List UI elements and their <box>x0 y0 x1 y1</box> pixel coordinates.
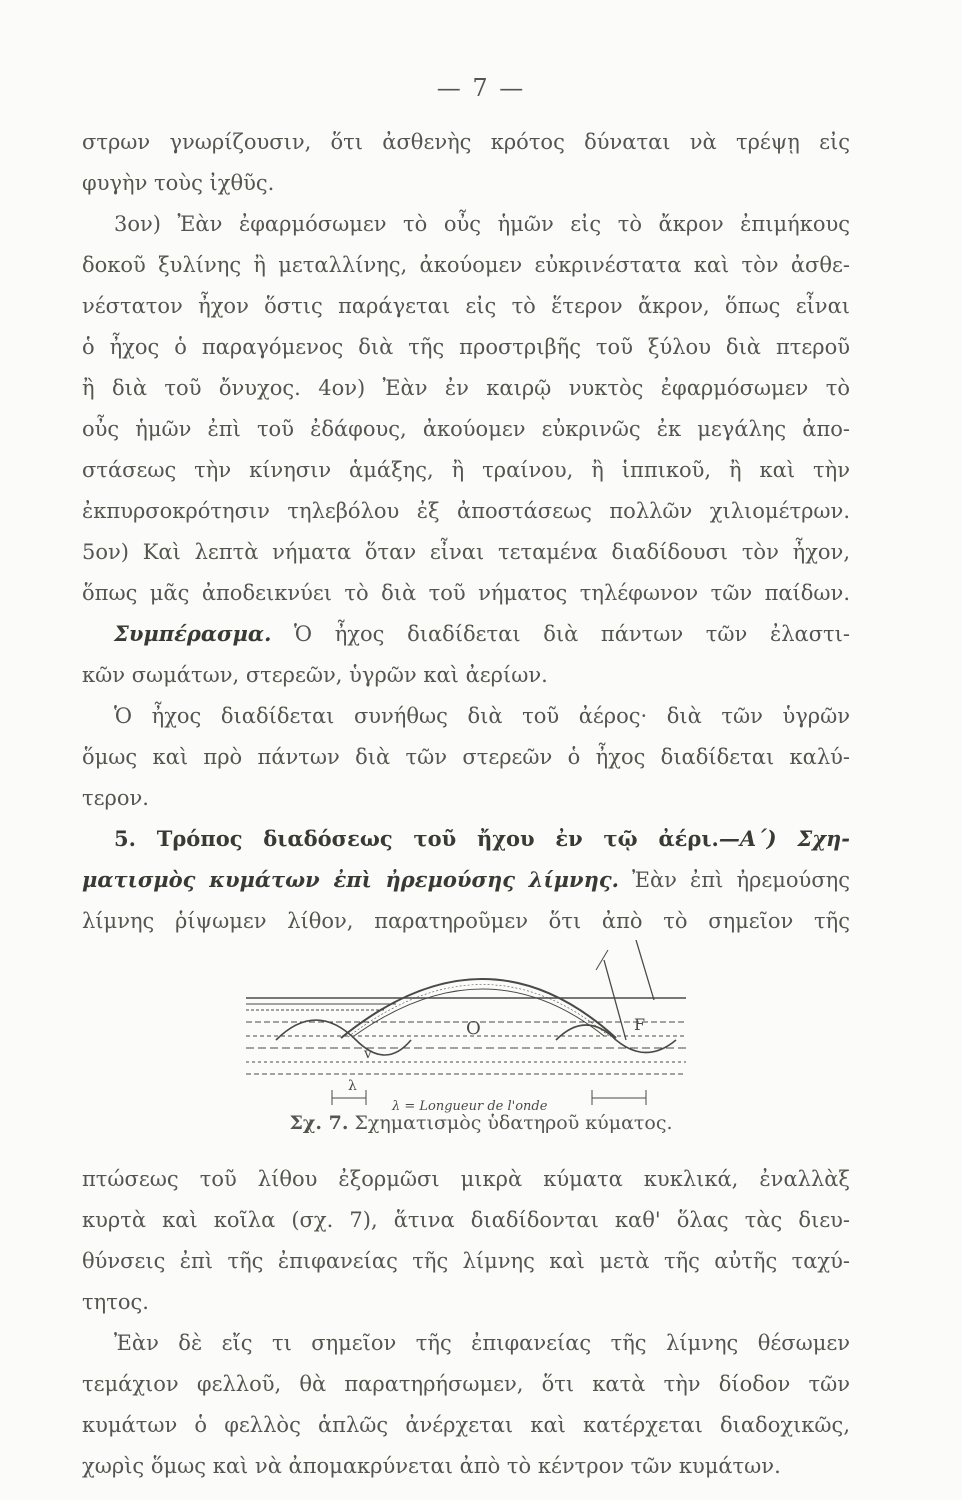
text-line: κυρτὰ καὶ κοῖλα (σχ. 7), ἅτινα διαδίδονται καθ' ὅλας τὰς διευ- <box>82 1208 850 1232</box>
caption-text: Σχηματισμὸς ὑδατηροῦ κύματος. <box>348 1112 673 1134</box>
caption-label: Σχ. 7. <box>289 1112 349 1134</box>
text-line: κυμάτων ὁ φελλὸς ἁπλῶς ἀνέρχεται καὶ κατέρχεται διαδοχικῶς, <box>82 1413 850 1437</box>
text-line: στρων γνωρίζουσιν, ὅτι ἀσθενὴς κρότος δύναται νὰ τρέψῃ εἰς <box>82 130 850 154</box>
text-line: ἐκπυρσοκρότησιν τηλεβόλου ἐξ ἀποστάσεως πολλῶν χιλιομέτρων. <box>82 499 850 523</box>
conclusion-label: Συμπέρασμα. <box>114 621 272 646</box>
text-line: οὖς ἡμῶν ἐπὶ τοῦ ἐδάφους, ἀκούομεν εὐκρινῶς ἐκ μεγάλης ἀπο- <box>82 417 850 441</box>
text-line: χωρὶς ὅμως καὶ νὰ ἀπομακρύνεται ἀπὸ τὸ κέντρον τῶν κυμάτων. <box>82 1454 781 1478</box>
text-line: ἢ διὰ τοῦ ὄνυχος. 4ον) Ἐὰν ἐν καιρῷ νυκτὸς ἐφαρμόσωμεν τὸ <box>82 376 850 400</box>
section-line <box>82 866 850 894</box>
figure-legend: λ = Longueur de l'onde <box>392 1099 548 1114</box>
text-line: τητος. <box>82 1290 149 1314</box>
figure-label-o: O <box>466 1018 481 1039</box>
text-line: τεμάχιον φελλοῦ, θὰ παρατηρήσωμεν, ὅτι κατὰ τὴν δίοδον τῶν <box>82 1372 850 1396</box>
text-line: 5ον) Καὶ λεπτὰ νήματα ὅταν εἶναι τεταμένα διαδίδουσι τὸν ἦχον, <box>82 540 850 564</box>
conclusion-line <box>114 620 850 648</box>
text-line: Ὁ ἦχος διαδίδεται συνήθως διὰ τοῦ ἀέρος· διὰ τῶν ὑγρῶν <box>114 704 850 728</box>
section-heading: 5. Τρόπος διαδόσεως τοῦ ἤχου ἐν τῷ ἀέρι. <box>114 826 719 851</box>
figure-label-v: v <box>364 1046 372 1062</box>
figure-caption <box>0 1112 962 1134</box>
page-number: — 7 — <box>436 74 526 102</box>
text-line: τερον. <box>82 786 149 810</box>
conclusion-text: Ὁ ἦχος διαδίδεται διὰ πάντων τῶν ἐλαστι- <box>271 622 850 646</box>
section-text: Ἐὰν ἐπὶ ἠρεμούσης <box>618 868 851 892</box>
text-line: πτώσεως τοῦ λίθου ἐξορμῶσι μικρὰ κύματα κυκλικά, ἐναλλὰξ <box>82 1167 850 1191</box>
section-subtitle: ματισμὸς κυμάτων ἐπὶ ἠρεμούσης λίμνης. <box>82 867 619 892</box>
text-line: κῶν σωμάτων, στερεῶν, ὑγρῶν καὶ ἀερίων. <box>82 663 548 687</box>
text-line: Ἐὰν δὲ εἴς τι σημεῖον τῆς ἐπιφανείας τῆς λίμνης θέσωμεν <box>114 1331 850 1355</box>
text-line: στάσεως τὴν κίνησιν ἁμάξης, ἢ τραίνου, ἢ ἱππικοῦ, ἢ καὶ τὴν <box>82 458 850 482</box>
text-line: 3ον) Ἐὰν ἐφαρμόσωμεν τὸ οὖς ἡμῶν εἰς τὸ ἄκρον ἐπιμήκους <box>114 212 850 236</box>
section-subheading: —Α´) Σχη- <box>718 826 850 851</box>
text-line: νέστατον ἦχον ὅστις παράγεται εἰς τὸ ἕτερον ἄκρον, ὅπως εἶναι <box>82 294 850 318</box>
text-line: λίμνης ῥίψωμεν λίθον, παρατηροῦμεν ὅτι ἀπὸ τὸ σημεῖον τῆς <box>82 909 850 933</box>
text-line: ὅμως καὶ πρὸ πάντων διὰ τῶν στερεῶν ὁ ἦχος διαδίδεται καλύ- <box>82 745 850 769</box>
figure-label-f: F <box>634 1015 646 1034</box>
figure-label-lambda: λ <box>348 1078 357 1094</box>
text-line: ὅπως μᾶς ἀποδεικνύει τὸ διὰ τοῦ νήματος τηλέφωνον τῶν παίδων. <box>82 581 850 605</box>
text-line: θύνσεις ἐπὶ τῆς ἐπιφανείας τῆς λίμνης καὶ μετὰ τῆς αὐτῆς ταχύ- <box>82 1249 850 1273</box>
text-line: φυγὴν τοὺς ἰχθῦς. <box>82 171 275 195</box>
text-line: δοκοῦ ξυλίνης ἢ μεταλλίνης, ἀκούομεν εὐκρινέστατα καὶ τὸν ἀσθε- <box>82 253 850 277</box>
text-line: ὁ ἦχος ὁ παραγόμενος διὰ τῆς προστριβῆς τοῦ ξύλου διὰ πτεροῦ <box>82 335 850 359</box>
section-heading-line <box>114 825 850 853</box>
